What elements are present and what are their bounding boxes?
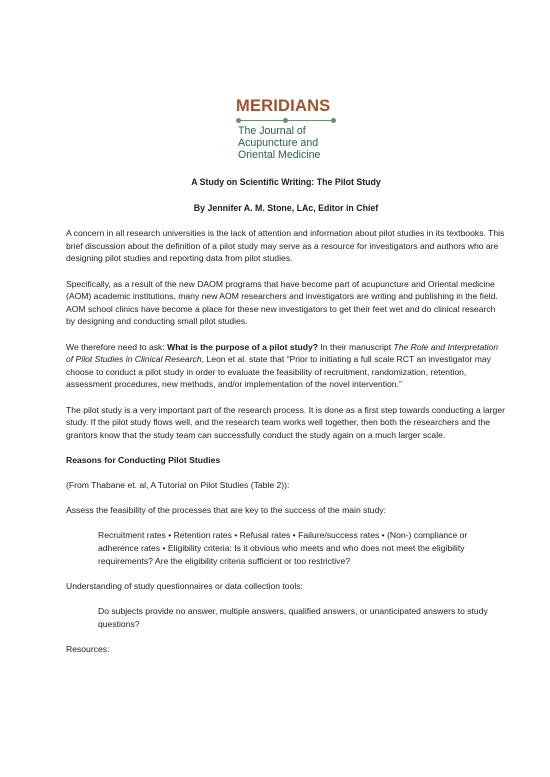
resources-intro: Resources:: [66, 643, 110, 654]
logo-divider: [236, 117, 336, 125]
purpose-lead: We therefore need to ask:: [66, 341, 168, 352]
section-heading-reasons: Reasons for Conducting Pilot Studies: [66, 454, 221, 465]
paragraph-purpose: [66, 341, 506, 391]
questionnaire-items: Do subjects provide no answer, multiple answers, qualified answers, or unanticipated answers to study questions?: [98, 606, 488, 629]
purpose-quote: , Leon et al. state that “Prior to initiating a full scale RCT an investigator may choose to conduct a pilot study in order to evaluate the feasibility of recruitment, randomization, retention, assessment procedures, new methods, and/or implementation of the novel intervention.”: [66, 354, 491, 390]
purpose-question: What is the purpose of a pilot study?: [167, 341, 318, 352]
article-title: A Study on Scientific Writing: The Pilot Study: [191, 177, 381, 187]
article-body: [66, 176, 506, 668]
questionnaire-intro: Understanding of study questionnaires or data collection tools:: [66, 580, 303, 591]
feasibility-intro: Assess the feasibility of the processes that are key to the success of the main study:: [66, 505, 387, 516]
logo-subtitle-line-2: Acupuncture and: [238, 137, 319, 149]
journal-logo: [236, 97, 346, 161]
article-byline: By Jennifer A. M. Stone, LAc, Editor in Chief: [193, 202, 379, 213]
paragraph-intro: A concern in all research universities is the lack of attention and information about pilot studies in its textbooks. This brief discussion about the definition of a pilot study may serve as a resource for investigators and authors who are designing pilot studies and reporting data from pilot studies.: [66, 228, 505, 264]
manuscript-title: The Role and Interpretation of Pilot Studies in Clinical Research: [66, 341, 499, 365]
source-citation: (From Thabane et. al, A Tutorial on Pilot Studies (Table 2)):: [66, 480, 290, 491]
logo-title: MERIDIANS: [236, 97, 331, 115]
purpose-mid: In their manuscript: [318, 341, 394, 352]
paragraph-importance: The pilot study is a very important part of the research process. It is done as a first step towards conducting a larger study. If the pilot study flows well, and the research team works well together, then both the researchers and the grantors know that the study team can successfully conduct the study again on a much larger scale.: [66, 404, 505, 440]
logo-subtitle-line-1: The Journal of: [238, 125, 306, 137]
feasibility-items: Recruitment rates • Retention rates • Refusal rates • Failure/success rates • (Non-) compliance or adherence rates • Eligibility criteria: Is it obvious who meets and who does not meet the eligibility requirements? Are the eligibility criteria sufficient or too restrictive?: [98, 530, 468, 566]
paragraph-daom: Specifically, as a result of the new DAOM programs that have become part of acupuncture and Oriental medicine (AOM) academic institutions, many new AOM researchers and investigators are writing and publishing in the field. AOM school clinics have become a place for these new investigators to get their feet wet and do clinical research by designing and conducting small pilot studies.: [66, 278, 498, 327]
logo-subtitle-line-3: Oriental Medicine: [238, 149, 321, 161]
